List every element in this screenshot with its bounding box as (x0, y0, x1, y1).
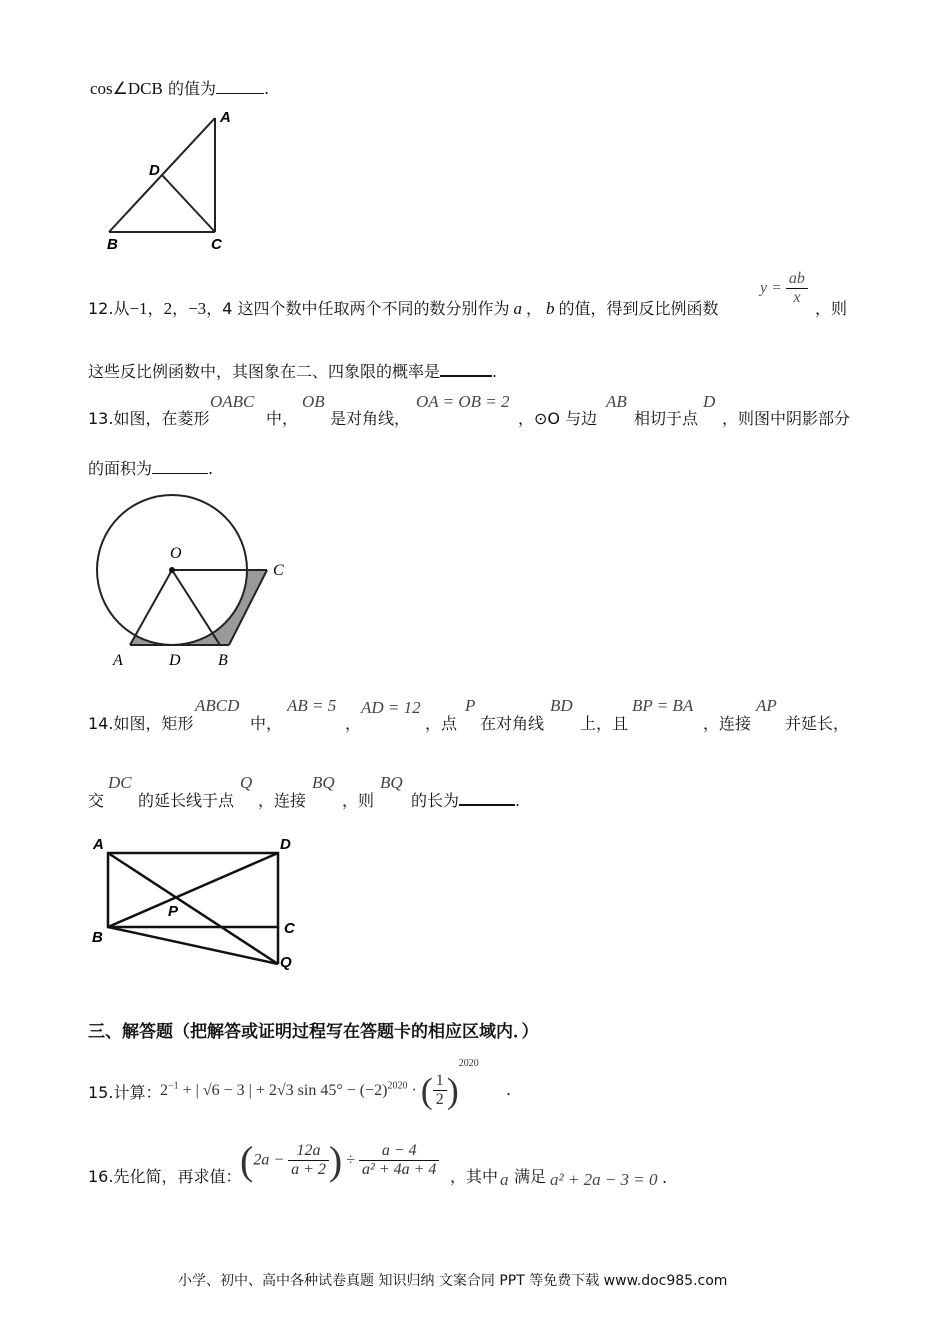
q13-mid2: 是对角线， (330, 409, 411, 428)
q14-num (88, 711, 193, 734)
label-A: A (220, 109, 231, 126)
q16-a1: 2a − (253, 1151, 285, 1169)
q14-q: Q (240, 773, 253, 792)
q14-mid3: 在对角线 (480, 714, 545, 733)
q16-expression: (2a − $\frac{12a}{a + 2}$ ) ÷ $\frac{a - 4}{\text{a² + 4a + 4}}$ (240, 1137, 439, 1184)
answer-blank-13 (152, 459, 208, 474)
q12-var-b: b (546, 299, 555, 318)
q14-text1: 如图，矩形 (113, 714, 194, 733)
q13-text2: 的面积为 (88, 459, 153, 478)
figure-q13-rhombus-circle (85, 485, 305, 675)
q11-line (90, 76, 269, 99)
q13-mid4: 相切于点 (634, 409, 699, 428)
q13-mid: 中， (266, 409, 299, 428)
label-B: B (218, 652, 228, 669)
q16-frac2 (359, 1142, 439, 1179)
q11-end: . (263, 79, 270, 98)
q16-f2num: a − 4 (359, 1142, 439, 1161)
q14-bd: BD (550, 696, 573, 715)
q16-label (88, 1164, 241, 1187)
q11-expr: cos∠DCB (90, 79, 163, 98)
q13-diag: OB (302, 392, 325, 411)
q14-ap: AP (756, 696, 777, 715)
q12-text: 从 (113, 299, 130, 318)
q14-bp: BP = BA (632, 696, 694, 715)
q13-mid3: ，⊙O 与边 (518, 409, 598, 428)
q14-mid6: 并延长， (785, 714, 850, 733)
q13-shape: OABC (210, 392, 255, 411)
q16-div: ÷ (346, 1151, 356, 1169)
q13-number: 13. (88, 409, 114, 428)
q16-text2: ，其中 (450, 1167, 499, 1186)
q15-t2: + | √6 − 3 | + 2√3 sin 45° − (−2) (182, 1081, 388, 1099)
q15-text: 计算： (113, 1083, 162, 1102)
q15-t1sup: −1 (168, 1080, 179, 1092)
label-C: C (211, 236, 222, 253)
q13-line1 (88, 406, 209, 429)
q15-fraction (433, 1072, 447, 1109)
answer-blank-11 (216, 79, 264, 94)
figure-q11-triangle (95, 105, 240, 255)
q13-line2 (88, 456, 213, 479)
q15-t1: 2 (160, 1081, 168, 1099)
q16-eq: a² + 2a − 3 = 0 (550, 1170, 658, 1189)
label-C: C (273, 562, 284, 579)
q13-end: . (208, 459, 214, 478)
q13-text1: 如图，在菱形 (113, 409, 210, 428)
q14-rect: ABCD (195, 696, 240, 715)
label-A: A (93, 836, 104, 853)
func-den: x (793, 289, 801, 306)
answer-blank-12 (440, 361, 492, 377)
q12-line2 (88, 359, 497, 382)
q12-text5: 这些反比例函数中，其图象在二、四象限的概率是 (88, 362, 441, 381)
q14-l2e (411, 788, 520, 811)
q15-fden: 2 (435, 1090, 444, 1108)
answer-blank-14 (459, 790, 515, 806)
q16-f2den: a² + 4a + 4 (362, 1161, 437, 1178)
q14-end: . (515, 791, 521, 810)
q16-f1den: a + 2 (291, 1161, 326, 1178)
q14-ad: AD = 12 (361, 698, 421, 717)
q16-text: 先化简，再求值： (113, 1167, 242, 1186)
func-fraction (786, 270, 808, 307)
func-num: ab (786, 270, 808, 289)
q13-mid5: ，则图中阴影部分 (722, 409, 851, 428)
q14-mid5: ，连接 (703, 714, 752, 733)
q14-pt: P (465, 696, 476, 715)
label-D: D (169, 652, 181, 669)
q12-n1: −1 (129, 299, 148, 318)
label-D: D (149, 162, 160, 179)
q16-tail2: 满足 (514, 1167, 547, 1186)
q15-fnum: 1 (433, 1072, 447, 1091)
q11-suffix: 的值为 (167, 79, 216, 98)
q13-cond: OA = OB = 2 (416, 392, 510, 411)
label-A: A (113, 652, 123, 669)
q14-l2a: 交 (88, 791, 105, 810)
q12-var-a: a (513, 299, 522, 318)
q13-pt: D (703, 392, 716, 411)
q12-text3: 的值，得到反比例函数 (558, 299, 719, 318)
q14-l2b: 的延长线于点 (138, 791, 235, 810)
q16-frac1 (288, 1142, 329, 1179)
label-P: P (168, 903, 179, 920)
q12-function (760, 270, 808, 307)
q14-mid2: ，点 (425, 714, 458, 733)
page-footer: 小学、初中、高中各种试卷真题 知识归纳 文案合同 PPT 等免费下载 www.doc985.com (178, 1273, 728, 1289)
q13-side: AB (606, 392, 627, 411)
q14-bq: BQ (312, 773, 335, 792)
q14-text-len: 的长为 (411, 791, 460, 810)
q16-end: . (662, 1168, 668, 1187)
q12-n2: 2 (163, 299, 173, 318)
section-3-title: 三、解答题（把解答或证明过程写在答题卡的相应区域内．） (88, 1022, 539, 1042)
q14-ab: AB = 5 (287, 696, 337, 715)
label-D: D (280, 836, 291, 853)
q15-expression: $2^{-1}$ + | √6 − 3 | + 2√3 $\sin 45^\circ - (-2)^{2020}$ · ( $\frac{1}{2}$ )$^{2020}$ (160, 1058, 479, 1111)
q14-bq2: BQ (380, 773, 403, 792)
label-B: B (107, 236, 118, 253)
q15-t4sup: 2020 (458, 1058, 479, 1069)
q12-end: . (492, 362, 498, 381)
func-lhs: y = (760, 279, 782, 297)
q15-number: 15. (88, 1083, 114, 1102)
figure-q14-rectangle (88, 830, 308, 975)
q14-l2c: ，连接 (258, 791, 307, 810)
q15-label (88, 1080, 161, 1103)
q14-number: 14. (88, 714, 114, 733)
q12-text4: ，则 (815, 299, 848, 318)
q12-line1: 12.从−1，2，−3，4 这四个数中任取两个不同的数分别作为 a ， b 的值，得到反比例函数 (88, 299, 719, 318)
q15-end: . (506, 1080, 512, 1099)
label-C: C (284, 920, 295, 937)
q12-n3: −3 (188, 299, 207, 318)
q16-number: 16. (88, 1167, 114, 1186)
q16-f1num: 12a (288, 1142, 329, 1161)
q15-t2sup: 2020 (387, 1080, 408, 1092)
label-Q: Q (280, 954, 292, 971)
q14-mid4: 上，且 (580, 714, 629, 733)
q12-then (815, 296, 847, 319)
q14-l2d: ，则 (342, 791, 375, 810)
q12-text2: 4 这四个数中任取两个不同的数分别作为 (222, 299, 510, 318)
q16-var: a (500, 1170, 509, 1189)
q15-t3: · (411, 1081, 417, 1099)
q14-comma1: ， (345, 714, 362, 733)
label-O: O (170, 545, 182, 562)
q16-tail (450, 1164, 498, 1187)
q14-dc: DC (108, 773, 132, 792)
q12-number: 12. (88, 299, 114, 318)
q14-mid1: 中， (250, 714, 283, 733)
label-B: B (92, 929, 103, 946)
